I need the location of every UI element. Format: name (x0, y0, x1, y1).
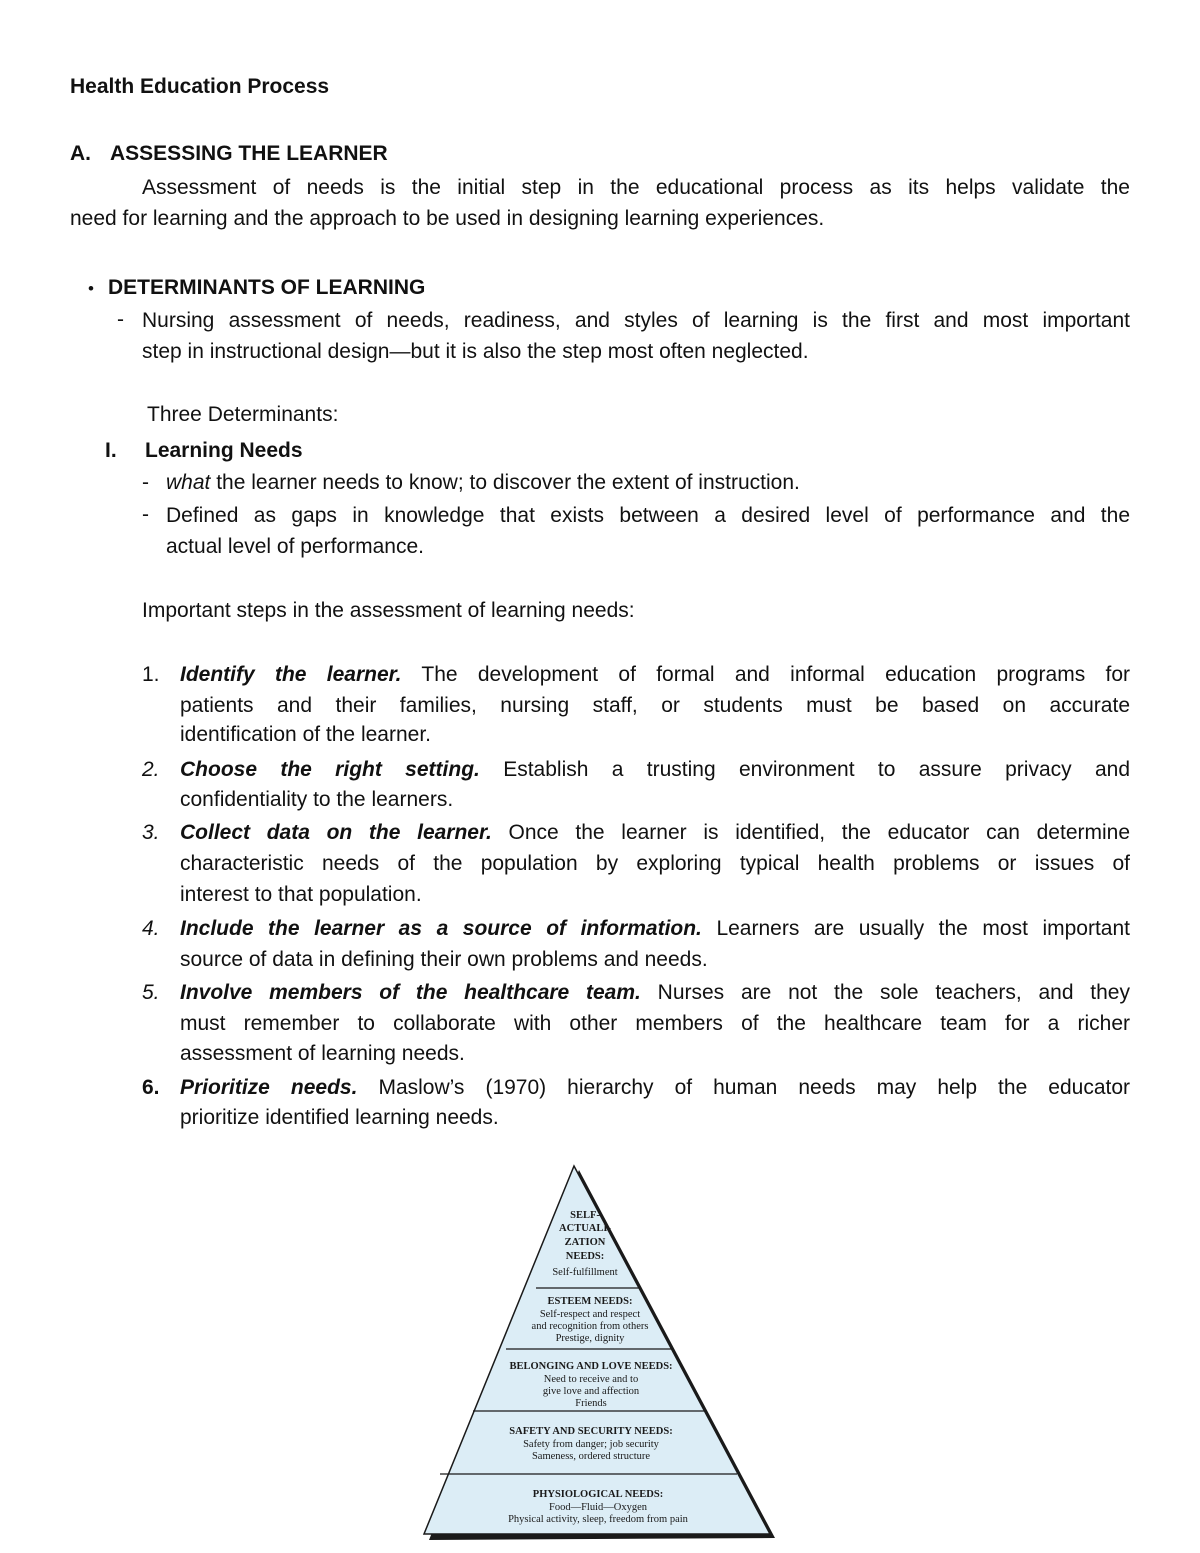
roman-numeral: I. (105, 439, 117, 462)
section-heading: ASSESSING THE LEARNER (110, 142, 388, 165)
step-text: Establish a trusting environment to assure privacy and (479, 758, 1130, 781)
step-line (180, 914, 1130, 944)
maslow-pyramid-diagram (420, 1158, 790, 1548)
pyramid-level-detail: and recognition from others (531, 1321, 649, 1332)
pyramid-body (424, 1166, 770, 1534)
steps-intro: Important steps in the assessment of learning needs: (142, 599, 635, 622)
dash-icon: - (117, 308, 124, 331)
learning-needs-item: actual level of performance. (166, 535, 424, 558)
step-title: Choose the right setting. (180, 758, 480, 781)
pyramid-level-heading: BELONGING AND LOVE NEEDS: (509, 1361, 673, 1372)
step-number: 1. (142, 663, 160, 686)
step-number: 4. (142, 917, 160, 940)
step-text: Maslow’s (1970) hierarchy of human needs may help the educator (357, 1076, 1130, 1099)
pyramid-level-detail: Physical activity, sleep, freedom from pain (508, 1514, 688, 1525)
dash-icon: - (142, 503, 149, 526)
step-line: interest to that population. (180, 883, 422, 906)
learning-needs-item: Defined as gaps in knowledge that exists between a desired level of performance and the (166, 504, 1130, 527)
pyramid-level-heading: ACTUALI- (559, 1223, 611, 1234)
pyramid-level-heading: SAFETY AND SECURITY NEEDS: (509, 1426, 673, 1437)
document-title: Health Education Process (70, 75, 330, 98)
section-letter: A. (70, 142, 91, 165)
learning-needs-item (166, 468, 800, 498)
section-paragraph-line: need for learning and the approach to be used in designing learning experiences. (70, 207, 825, 230)
italic-word: what (166, 471, 211, 494)
step-title: Prioritize needs. (180, 1076, 358, 1099)
learning-needs-heading: Learning Needs (145, 439, 303, 462)
step-title: Collect data on the learner. (180, 821, 492, 844)
pyramid-level-detail: Sameness, ordered structure (531, 1451, 651, 1462)
step-title: Involve members of the healthcare team. (180, 981, 641, 1004)
step-text: The development of formal and informal education programs for (401, 663, 1130, 686)
step-line (180, 978, 1130, 1008)
step-line (180, 1073, 1130, 1103)
pyramid-level-detail: Self-respect and respect (539, 1309, 641, 1320)
pyramid-level-detail: Self-fulfillment (552, 1267, 618, 1278)
step-title: Include the learner as a source of information. (180, 917, 702, 940)
dash-icon: - (142, 471, 149, 494)
pyramid-level-detail: Prestige, dignity (555, 1333, 625, 1344)
step-line: identification of the learner. (180, 723, 431, 746)
pyramid-level-heading: SELF- (570, 1210, 600, 1221)
bullet-icon: • (88, 279, 94, 298)
pyramid-level-heading: ESTEEM NEEDS: (547, 1296, 633, 1307)
step-line: source of data in defining their own problems and needs. (180, 948, 708, 971)
step-line: confidentiality to the learners. (180, 788, 454, 811)
step-line (180, 818, 1130, 848)
determinants-line: Nursing assessment of needs, readiness, and styles of learning is the first and most important (142, 309, 1130, 332)
step-number: 6. (142, 1076, 160, 1099)
pyramid-level-detail: Safety from danger; job security (523, 1439, 659, 1450)
pyramid-level-heading: ZATION (564, 1237, 606, 1248)
section-paragraph-line: Assessment of needs is the initial step in the educational process as its helps validate the (142, 176, 1130, 199)
step-line (180, 660, 1130, 690)
pyramid-level-detail: Food—Fluid—Oxygen (548, 1502, 648, 1513)
step-text: Once the learner is identified, the educator can determine (491, 821, 1131, 844)
pyramid-level-detail: Friends (575, 1398, 607, 1409)
pyramid-level-detail: give love and affection (542, 1386, 640, 1397)
step-line (180, 755, 1130, 785)
step-number: 5. (142, 981, 160, 1004)
step-title: Identify the learner. (180, 663, 402, 686)
step-line: prioritize identified learning needs. (180, 1106, 499, 1129)
step-text: Learners are usually the most important (701, 917, 1130, 940)
step-number: 3. (142, 821, 160, 844)
determinants-heading: DETERMINANTS OF LEARNING (108, 276, 426, 299)
pyramid-level-detail: Need to receive and to (543, 1374, 639, 1385)
step-line: assessment of learning needs. (180, 1042, 465, 1065)
step-line: must remember to collaborate with other members of the healthcare team for a richer (180, 1012, 1130, 1035)
three-determinants-label: Three Determinants: (147, 403, 339, 426)
pyramid-level-heading: NEEDS: (565, 1251, 605, 1262)
item-text: the learner needs to know; to discover the extent of instruction. (210, 471, 800, 494)
determinants-line: step in instructional design—but it is also the step most often neglected. (142, 340, 809, 363)
step-number: 2. (142, 758, 160, 781)
step-line: patients and their families, nursing staff, or students must be based on accurate (180, 694, 1130, 717)
pyramid-level-heading: PHYSIOLOGICAL NEEDS: (532, 1489, 664, 1500)
step-text: Nurses are not the sole teachers, and they (640, 981, 1130, 1004)
step-line: characteristic needs of the population by exploring typical health problems or issues of (180, 852, 1130, 875)
